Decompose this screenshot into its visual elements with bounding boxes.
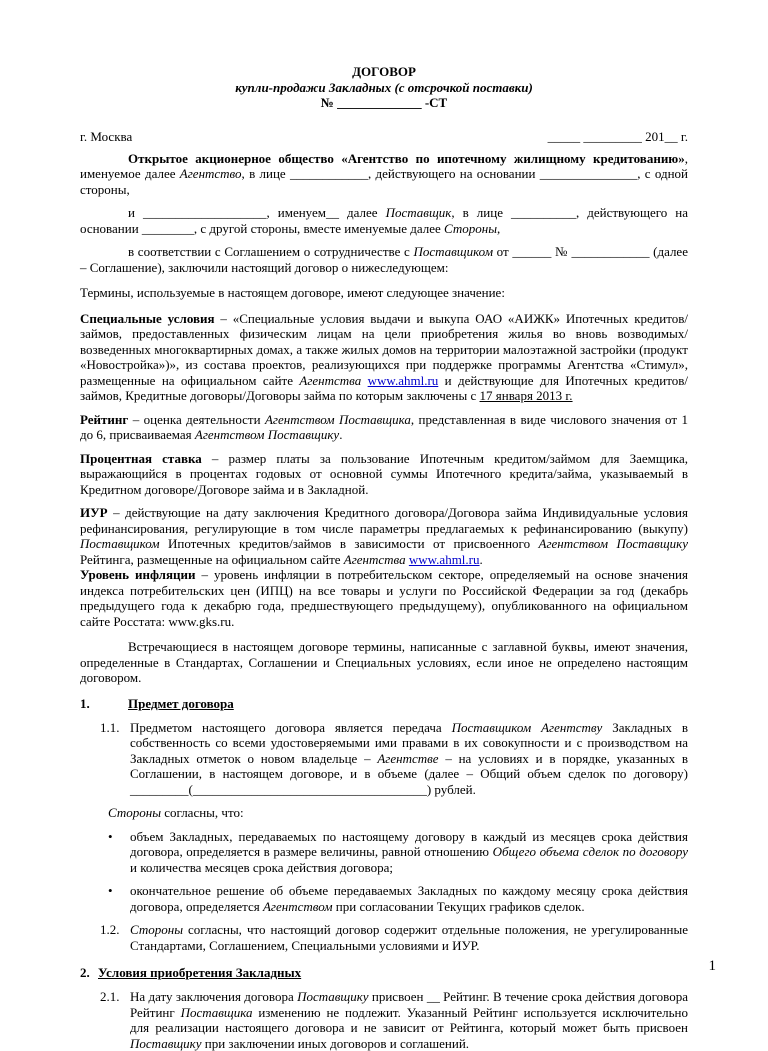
- capital-terms-paragraph: Встречающиеся в настоящем договоре термины, написанные с заглавной буквы, имеют значения, определенные в Стандартах, Соглашении и Специальных условиях, если иное не определено настоящим договором.: [80, 639, 688, 685]
- clause-1-2: 1.2. Стороны согласны, что настоящий договор содержит отдельные положения, не урегулированные Стандартами, Соглашением, Специальными условиями и ИУР.: [100, 922, 688, 953]
- terms-intro: Термины, используемые в настоящем договоре, имеют следующее значение:: [80, 285, 505, 300]
- section-2-heading: 2. Условия приобретения Закладных: [80, 965, 302, 980]
- bullet-icon: •: [108, 883, 113, 898]
- city-date-row: [80, 129, 688, 145]
- party-2-paragraph: и ___________________, именуем__ далее Поставщик, в лице __________, действующего на основании ________, с другой стороны, вместе именуемые далее Стороны,: [80, 205, 689, 236]
- title-line-1: ДОГОВОР: [352, 64, 416, 79]
- section-1-heading: 1. Предмет договора: [80, 695, 234, 711]
- ahml-link[interactable]: www.ahml.ru: [367, 372, 439, 388]
- bullet-item: • объем Закладных, передаваемых по настоящему договору в каждый из месяцев срока действия договора, определяется в размере величины, равной отношению Общего объема сделок по договору и количества месяцев срока действия договора;: [108, 828, 688, 875]
- definition-iur: ИУР – действующие на дату заключения Кредитного договора/Договора займа Индивидуальные условия рефинансирования, регулирующие в том числе параметры предлагаемых к рефинансированию (выкупу) Поставщиком Ипотечных кредитов/займов в зависимости от присвоенного Агентством Поставщику Рейтинга, размещенные на официальном сайте Агентства www.ahml.ru.: [80, 505, 688, 567]
- document-title: [80, 64, 688, 111]
- ahml-link-2[interactable]: www.ahml.ru: [408, 551, 480, 567]
- definition-interest-rate: Процентная ставка – размер платы за пользование Ипотечным кредитом/займом для Заемщика, выражающийся в процентах годовых от основной суммы Ипотечного кредита/займа, указываемый в Кредитном договоре/Договоре займа и в Закладной.: [80, 450, 688, 497]
- clause-1-1: 1.1. Предметом настоящего договора является передача Поставщиком Агентству Закладных в собственность со всеми удостоверяемыми ими правами в их совокупности и с производством на Закладных отметок о новом владельце – Агентстве – на условиях и в порядке, указанных в Соглашении, в настоящем договоре, и в объеме (далее – Общий объем сделок по договору) _________(____________________________________) рублей.: [100, 719, 688, 797]
- definition-special-conditions: Специальные условия – «Специальные условия выдачи и выкупа ОАО «АИЖК» Ипотечных кредитов/займов, предоставленных физическим лицам на цели приобретения жилья во вновь возводимых/возведенных многоквартирных домах, а также жилых домов на территории малоэтажной застройки (продукт «Новостройка»)», из состава проектов, реализующихся при поддержке программы Агентства «Стимул», размещенные на официальном сайте Агентства www.ahml.ru и действующие для Ипотечных кредитов/займов, Кредитные договоры/Договоры займа по которым заключены с 17 января 2013 г.: [80, 310, 689, 403]
- definition-rating: Рейтинг – оценка деятельности Агентством Поставщика, представленная в виде числового значения от 1 до 6, присваиваемая Агентством Поставщику.: [80, 411, 688, 442]
- title-line-2: купли-продажи Закладных (с отсрочкой поставки): [235, 79, 533, 95]
- bullet-item: • окончательное решение об объеме передаваемых Закладных по каждому месяцу срока действия договора, определяется Агентством при согласовании Текущих графиков сделок.: [108, 883, 688, 914]
- bullet-icon: •: [108, 828, 113, 844]
- document-page: [80, 64, 688, 1051]
- date: _____ _________ 201__ г.: [547, 128, 688, 144]
- agreement-paragraph: в соответствии с Соглашением о сотрудничестве с Поставщиком от ______ № ____________ (далее – Соглашение), заключили настоящий договор о нижеследующем:: [80, 244, 688, 275]
- title-line-3: № _____________ -СТ: [320, 95, 448, 110]
- parties-agree: Стороны согласны, что:: [108, 805, 244, 820]
- page-number: 1: [708, 958, 716, 974]
- party-1-paragraph: Открытое акционерное общество «Агентство по ипотечному жилищному кредитованию», именуемое далее Агентство, в лице ____________, действующего на основании _______________, с одной стороны,: [80, 150, 688, 197]
- clause-2-1: 2.1. На дату заключения договора Поставщику присвоен __ Рейтинг. В течение срока действия договора Рейтинг Поставщика изменению не подлежит. Указанный Рейтинг используется исключительно для реализации настоящего договора и не зависит от Рейтинга, который может быть присвоен Поставщику при заключении иных договоров и соглашений.: [100, 989, 688, 1051]
- city: г. Москва: [80, 128, 133, 144]
- definition-inflation: Уровень инфляции – уровень инфляции в потребительском секторе, определяемый на основе значения индекса потребительских цен (ИПЦ) на все товары и услуги по Российской Федерации за год (декабрь предыдущего года к декабрю года, предшествующего предыдущему), опубликованного на официальном сайте Росстата: www.gks.ru.: [80, 567, 688, 629]
